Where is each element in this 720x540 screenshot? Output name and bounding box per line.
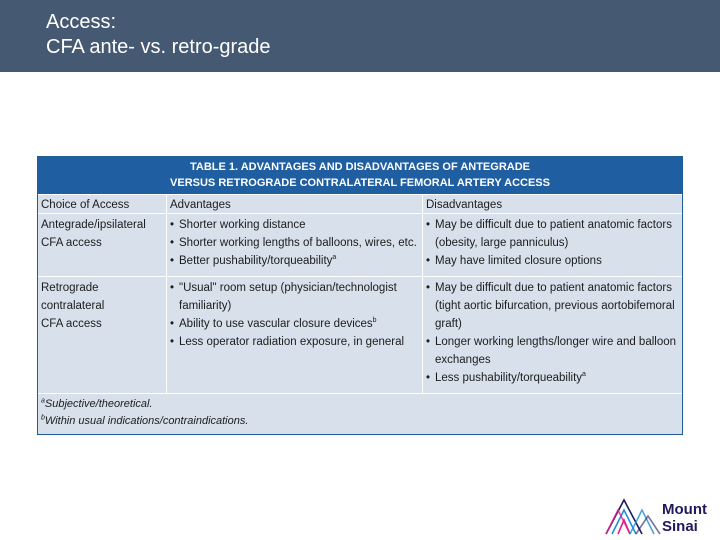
list-item: • May be difficult due to patient anatomic factors (tight aortic bifurcation, previous aortobifemoral graft) [426,282,675,330]
comparison-table [37,156,683,435]
advantages-cell [167,214,423,277]
table-title [38,157,682,194]
footnote-b: $^b$Within usual indications/contraindications. [41,414,249,427]
list-item: • "Usual" room setup (physician/technologist familiarity) [170,282,397,312]
list-item-text: Better pushability/torqueability [179,255,333,267]
list-item: • Ability to use vascular closure devices$^b$ [170,317,377,330]
slide-title-line-2: CFA ante- vs. retro-grade [46,36,271,58]
logo-line-2: Sinai [662,518,698,535]
table-row [38,213,682,277]
choice-cell [38,277,167,394]
table-header-row [38,194,682,214]
table-footnotes [38,393,682,434]
choice-text: CFA access [41,318,102,330]
list-item: • Less pushability/torqueability$^a$ [426,371,586,384]
list-item: • Shorter working distance [170,219,306,231]
footnote-marker: a [332,254,337,262]
table-title-line-1: TABLE 1. ADVANTAGES AND DISADVANTAGES OF ANTEGRADE [190,161,530,173]
list-item-text: Ability to use vascular closure devices [179,318,373,330]
footnote-a: $^a$Subjective/theoretical. [41,397,153,410]
column-header-choice: Choice of Access [38,195,167,214]
list-item: • Better pushability/torqueability$^a$ [170,254,337,267]
list-item: • Shorter working lengths of balloons, wires, etc. [170,237,417,249]
footnote-marker: b [372,317,377,325]
disadvantages-cell [423,214,682,277]
disadvantages-cell [423,277,682,394]
choice-cell [38,214,167,277]
slide-title-line-1: Access: [46,11,117,33]
choice-text: Antegrade/ipsilateral [41,219,146,231]
list-item: • Longer working lengths/longer wire and balloon exchanges [426,336,677,366]
footnote-marker: a [582,371,586,379]
list-item: • May be difficult due to patient anatomic factors (obesity, large panniculus) [426,219,672,249]
column-header-disadvantages: Disadvantages [426,199,503,211]
logo-line-1: Mount [662,501,707,518]
list-item-text: Less pushability/torqueability [435,372,583,384]
column-header-advantages: Advantages [167,195,423,214]
logo-wordmark [662,501,707,535]
slide-header-bar [0,0,720,72]
list-item: • Less operator radiation exposure, in general [170,336,405,348]
table-title-line-2: VERSUS RETROGRADE CONTRALATERAL FEMORAL ARTERY ACCESS [170,177,550,189]
table-row [38,276,682,394]
list-item: • May have limited closure options [426,255,602,267]
choice-text: CFA access [41,237,102,249]
choice-text: Retrograde contralateral [41,282,105,312]
advantages-cell [167,277,423,394]
slide-title [46,10,271,60]
